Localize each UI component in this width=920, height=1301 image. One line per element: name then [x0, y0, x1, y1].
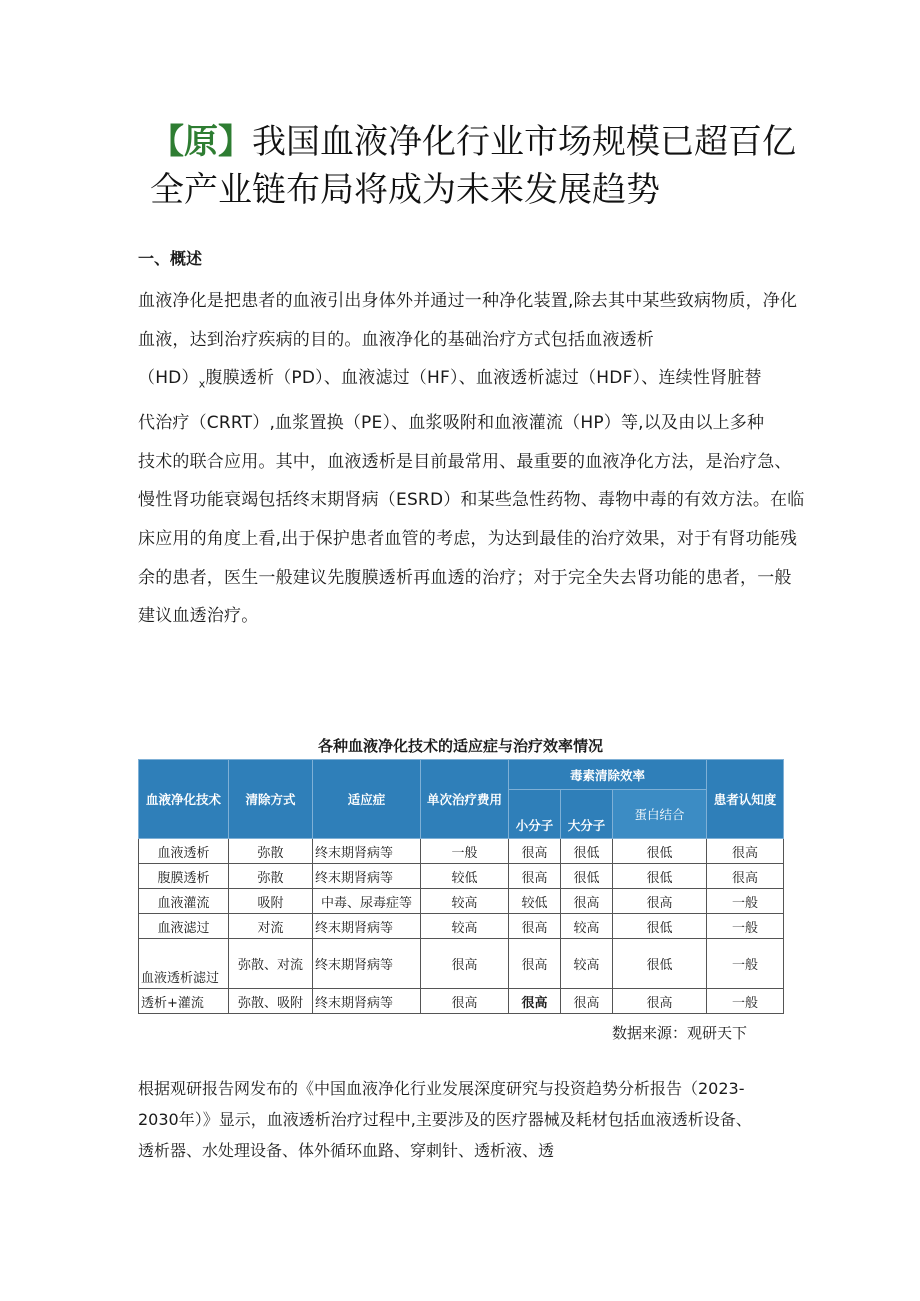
cell: 很低: [561, 864, 613, 889]
cell: 很高: [509, 989, 561, 1014]
header-efficiency: 毒素清除效率: [509, 760, 707, 790]
cell: 较低: [421, 864, 509, 889]
header-large-molecule: 大分子: [561, 790, 613, 839]
header-indication: 适应症: [313, 760, 421, 839]
cell: 很高: [707, 864, 784, 889]
table-row: [139, 989, 784, 1014]
title-text: 我国血液净化行业市场规模已超百亿全产业链布局将成为未来发展趋势: [150, 122, 796, 210]
table-row: [139, 889, 784, 914]
cell: 很高: [561, 889, 613, 914]
cell: 终末期肾病等: [313, 989, 421, 1014]
header-protein-bound: 蛋白结合: [613, 790, 707, 839]
cell: 很高: [707, 839, 784, 864]
cell: 很低: [613, 939, 707, 989]
cell: 血液透析滤过: [139, 939, 229, 989]
overview-line: 余的患者，医生一般建议先腹膜透析再血透的治疗；对于完全失去肾功能的患者，一般: [138, 567, 792, 588]
cell: 一般: [707, 914, 784, 939]
overview-line: 技术的联合应用。其中，血液透析是目前最常用、最重要的血液净化方法，是治疗急、: [138, 451, 792, 472]
hd-abbr: （HD）: [138, 368, 199, 389]
overview-line: 代治疗（CRRT）,血浆置换（PE）、血浆吸附和血液灌流（HP）等,以及由以上多种: [138, 413, 765, 434]
cell: 很低: [613, 914, 707, 939]
cell: 较低: [509, 889, 561, 914]
overview-line: 慢性肾功能衰竭包括终末期肾病（ESRD）和某些急性药物、毒物中毒的有效方法。在临: [138, 490, 805, 511]
report-line: 2030年）》显示，血液透析治疗过程中,主要涉及的医疗器械及耗材包括血液透析设备、: [138, 1110, 752, 1129]
table-row: [139, 839, 784, 864]
cell: 很高: [509, 864, 561, 889]
table-row: [139, 939, 784, 989]
overview-paragraph: [138, 282, 805, 636]
cell: 较高: [421, 889, 509, 914]
header-clearance: 清除方式: [229, 760, 313, 839]
page-title: [150, 118, 810, 214]
cell: 很低: [561, 839, 613, 864]
report-line: 根据观研报告网发布的《中国血液净化行业发展深度研究与投资趋势分析报告（2023-: [138, 1079, 745, 1098]
cell: 较高: [561, 914, 613, 939]
cell: 终末期肾病等: [313, 864, 421, 889]
section-heading: 一、概述: [138, 249, 203, 268]
subscript-x: x: [198, 377, 206, 391]
cell: 很高: [561, 989, 613, 1014]
cell: 很高: [613, 889, 707, 914]
cell: 腹膜透析: [139, 864, 229, 889]
cell: 终末期肾病等: [313, 939, 421, 989]
cell: 很低: [613, 864, 707, 889]
data-source: 数据来源：观研天下: [612, 1024, 748, 1042]
table-title: 各种血液净化技术的适应症与治疗效率情况: [317, 737, 603, 755]
cell: 血液滤过: [139, 914, 229, 939]
cell: 一般: [421, 839, 509, 864]
report-paragraph: [138, 1073, 798, 1166]
cell: 一般: [707, 939, 784, 989]
cell: 较高: [421, 914, 509, 939]
cell: 血液灌流: [139, 889, 229, 914]
header-small-molecule: 小分子: [509, 790, 561, 839]
report-line: 透析器、水处理设备、体外循环血路、穿刺针、透析液、透: [138, 1141, 555, 1160]
table-row: [139, 914, 784, 939]
original-tag: 【原】: [150, 122, 252, 162]
cell: 终末期肾病等: [313, 914, 421, 939]
overview-line-3-text: 腹膜透析（PD）、血液滤过（HF）、血液透析滤过（HDF）、连续性肾脏替: [205, 368, 762, 389]
cell: 很高: [613, 989, 707, 1014]
overview-line-3: [138, 359, 788, 404]
overview-line: 床应用的角度上看,出于保护患者血管的考虑，为达到最佳的治疗效果，对于有肾功能残: [138, 528, 798, 549]
cell: 弥散、吸附: [229, 989, 313, 1014]
cell: 很高: [509, 914, 561, 939]
cell: 很高: [421, 939, 509, 989]
cell: 弥散: [229, 864, 313, 889]
cell: 弥散: [229, 839, 313, 864]
cell: 很高: [421, 989, 509, 1014]
purification-table: [138, 759, 784, 1014]
cell: 一般: [707, 989, 784, 1014]
cell: 很低: [613, 839, 707, 864]
cell: 中毒、尿毒症等: [313, 889, 421, 914]
header-awareness: 患者认知度: [707, 760, 784, 839]
overview-line: 血液，达到治疗疾病的目的。血液净化的基础治疗方式包括血液透析: [138, 329, 654, 350]
table-row: [139, 864, 784, 889]
cell: 很高: [509, 839, 561, 864]
cell: 很高: [509, 939, 561, 989]
cell: 血液透析: [139, 839, 229, 864]
cell: 弥散、对流: [229, 939, 313, 989]
cell: 吸附: [229, 889, 313, 914]
overview-line: 建议血透治疗。: [138, 606, 259, 627]
overview-line: 血液净化是把患者的血液引出身体外并通过一种净化装置,除去其中某些致病物质，净化: [138, 291, 798, 311]
header-method: 血液净化技术: [139, 760, 229, 839]
cell: 一般: [707, 889, 784, 914]
header-cost: 单次治疗费用: [421, 760, 509, 839]
cell: 透析+灌流: [139, 989, 229, 1014]
cell: 终末期肾病等: [313, 839, 421, 864]
cell: 较高: [561, 939, 613, 989]
cell: 对流: [229, 914, 313, 939]
